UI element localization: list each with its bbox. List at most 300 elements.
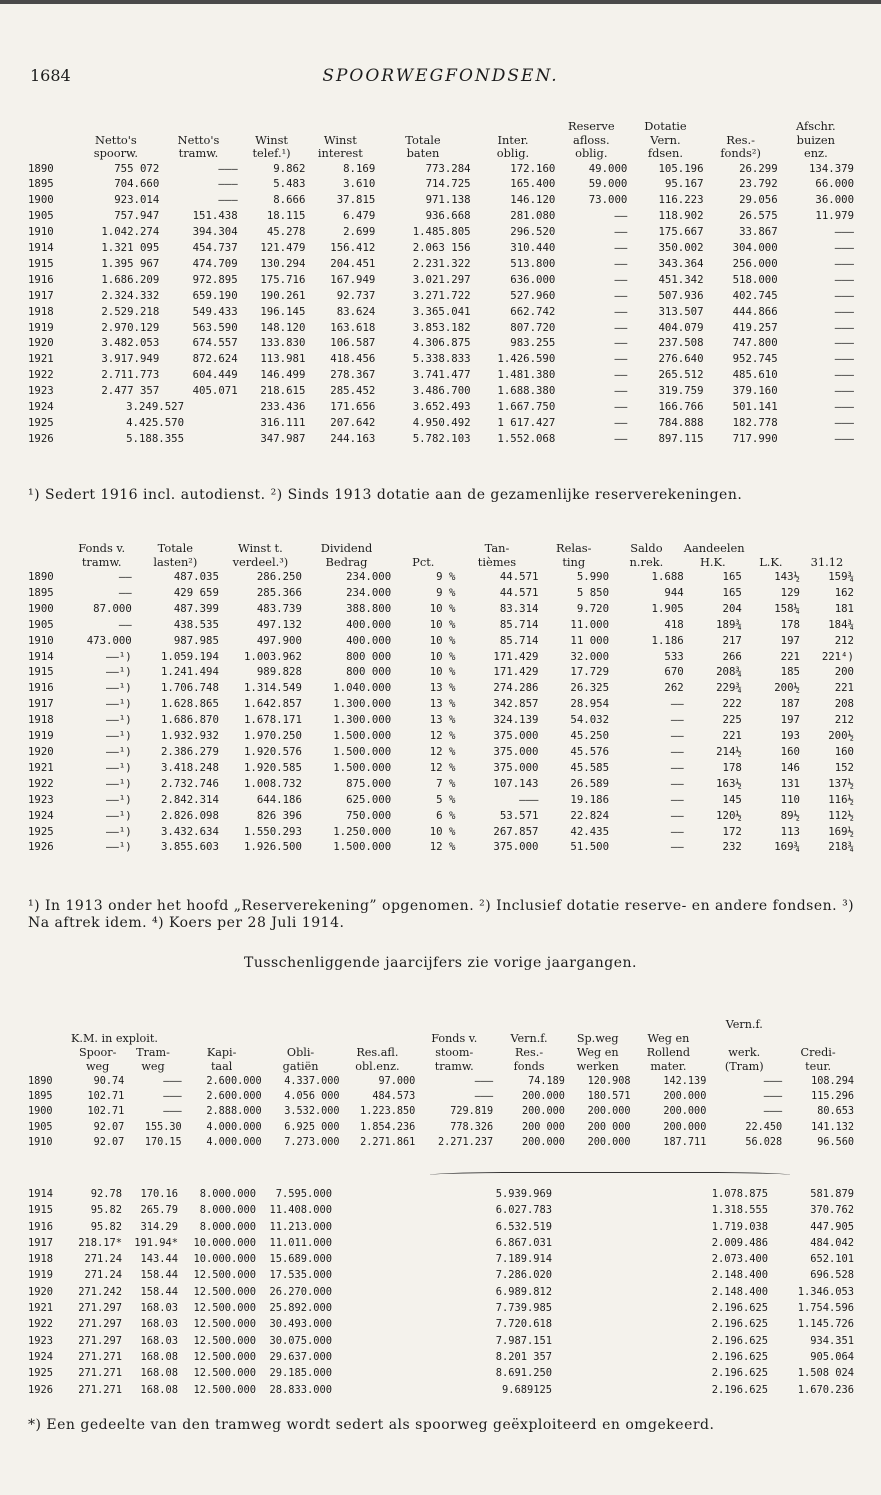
table-cell: 10 % [429,824,456,838]
table-cell: 92.78 [90,1188,122,1200]
header-cell [28,542,72,556]
table-cell: 872.624 [192,352,238,366]
table-cell: 42.435 [570,824,610,838]
header-cell [493,1018,565,1032]
table-cell: 1.500.000 [333,840,392,854]
table-cell: 2.477 357 [101,384,160,398]
table-cell: 1919 [28,729,54,743]
table-cell: 169½ [828,824,854,838]
table-cell: 347.987 [260,431,306,445]
table-cell: 187 [780,697,800,711]
header-cell [28,147,72,161]
table-cell: 1.395 967 [101,256,160,270]
table-cell: 2.196.625 [711,1334,768,1347]
table-cell: 271.24 [84,1269,122,1282]
header-cell: Winst t. [238,541,283,555]
table-cell: 944 [664,585,684,599]
table-cell: 178 [722,760,742,774]
table-cell: 19.186 [570,792,610,806]
table-cell: 80.653 [817,1106,854,1118]
table-cell: 133.830 [260,336,306,350]
header-cell [782,1032,854,1046]
table-cell: 2.196.625 [711,1318,768,1331]
table-cell: 473.000 [86,633,132,647]
table-cell: 131 [780,776,800,790]
table-cell: 10.000.000 [193,1236,256,1249]
header-cell: Res.afl. [356,1046,399,1059]
table-cell: 6 % [436,808,456,822]
table-cell: 1.500.000 [333,729,392,743]
table-row [28,1365,854,1381]
table-cell: 1.321 095 [101,241,160,255]
table-cell: 1910 [28,633,54,647]
table-cell: 26.325 [570,681,610,695]
header-cell: gatiën [282,1060,319,1073]
table-cell: 232 [722,840,742,854]
table-row [28,1186,854,1202]
table-cell: 92.07 [93,1136,125,1148]
table-cell: 12.500.000 [193,1367,256,1380]
table-cell: 905.064 [810,1350,854,1363]
table-cell: 1922 [28,776,54,790]
table-cell: 454.737 [192,241,238,255]
table-cell: 26.575 [739,209,778,223]
table-cell: 168.03 [140,1334,178,1347]
header-cell: Fonds v. [78,541,126,555]
table-cell: 116.223 [658,193,704,207]
table-cell: ——— [834,352,854,366]
table-cell: 129 [780,585,800,599]
table-cell: 1.314.549 [243,681,302,695]
table-cell: 12 % [429,760,456,774]
table-cell: ——¹) [106,760,132,774]
table-cell: 2.386.279 [160,744,219,758]
table-cell: 447.905 [810,1220,854,1233]
table-cell: 487.399 [173,601,219,615]
table-cell: 3.249.527 [126,400,185,414]
header-cell [742,542,800,556]
table-dividend [28,542,854,855]
table-cell: ——— [834,416,854,429]
table-cell: 5.188.355 [126,431,185,445]
header-cell [28,1018,71,1032]
table-cell: 310.440 [510,241,556,255]
table-cell: 170.16 [140,1188,178,1200]
table-cell: 87.000 [93,601,132,615]
table-cell: 394.304 [192,225,238,239]
table-cell: 1917 [28,697,54,711]
table-header [28,1018,854,1074]
table-cell: 1.346.053 [797,1285,854,1298]
table-cell: 158.44 [140,1285,178,1298]
table-cell: 10.000.000 [193,1253,256,1266]
table-cell: 1.688.380 [497,384,556,398]
table-cell: —— [670,760,684,774]
table-cell: 3.021.297 [412,272,471,286]
table-row [28,776,854,792]
table-cell: 116½ [828,792,854,806]
table-cell: 200.000 [587,1136,631,1148]
table-cell: 350.002 [658,241,704,255]
table-cell: 146.499 [260,368,306,382]
table-cell: 74.189 [528,1076,565,1087]
table-cell: 1.642.857 [243,697,302,711]
table-cell: 1.754.596 [797,1302,854,1315]
table-cell: ——¹) [106,776,132,790]
table-cell: 12.500.000 [193,1269,256,1282]
table-cell: 1900 [28,1106,53,1118]
table-cell: 1.628.865 [160,697,219,711]
table-cell: 141.132 [811,1121,854,1133]
table-cell: 17.535.000 [269,1269,332,1282]
table-cell: ——— [763,1106,783,1118]
table-cell: 1924 [28,400,54,414]
header-cell: weg [141,1060,165,1073]
table-cell: 193 [780,729,800,743]
table-row [28,1135,854,1150]
table-cell: 271.271 [78,1350,122,1363]
table-cell: —— [614,431,628,445]
table-cell: 513.800 [510,256,556,270]
table-cell: 262 [664,681,684,695]
header-cell: weg [85,1060,110,1073]
table-cell: 2.699 [343,225,376,239]
table-cell: 400.000 [346,633,392,647]
table-cell: 2.196.625 [711,1383,768,1396]
header-row [28,1060,854,1074]
table-cell: 1.186 [651,633,684,647]
table-cell: 225 [722,713,742,727]
table-cell: 1890 [28,1076,53,1087]
table-cell: 319.759 [658,384,704,398]
table-cell: 12.500.000 [193,1285,256,1298]
header-cell [704,120,778,134]
table-cell: 2.842.314 [160,792,219,806]
table-cell: 105.196 [658,161,704,175]
table-cell: 175.667 [658,225,704,239]
table-cell: 3.917.949 [101,352,160,366]
table-cell: 800 000 [346,665,392,679]
table-cell: 278.367 [330,368,376,382]
table-cell: 1915 [28,665,54,679]
table-cell: —— [614,225,628,239]
table-cell: 11.979 [815,209,854,223]
header-cell [28,1032,71,1046]
header-cell [391,542,455,556]
table-cell: 875.000 [346,776,392,790]
table-cell: 5 % [436,792,456,806]
header-cell: Res.- [726,132,755,147]
brace-separator [430,1172,790,1178]
table-row [28,192,854,208]
header-cell: Obli- [286,1046,315,1059]
table-cell: 13 % [429,697,456,711]
table-cell: 92.07 [93,1121,125,1133]
table-cell: 166.766 [658,400,704,414]
header-cell: baten [406,146,440,160]
table-cell: 18.115 [266,209,306,223]
table-cell: 276.640 [658,352,704,366]
table-cell: 1926 [28,431,54,445]
table-row [28,601,854,617]
table-cell: ——— [763,1076,783,1087]
table-header [28,120,854,161]
table-cell: 97.000 [378,1076,416,1087]
table-cell: 271.24 [84,1253,122,1266]
table-cell: 1.078.875 [711,1188,768,1200]
header-cell: Credi- [800,1046,836,1059]
table-cell: 1924 [28,1350,54,1363]
table-cell: 44.571 [499,570,539,583]
table-cell: 165 [722,570,742,583]
table-capital-later [28,1186,854,1398]
table-cell: —— [614,400,628,414]
table-cell: 10 % [429,665,456,679]
table-row [28,1074,854,1089]
table-cell: 156.412 [330,241,376,255]
table-cell: 1925 [28,1367,54,1380]
table-cell: 7.273.000 [284,1136,340,1148]
table-cell: 717.990 [732,431,778,445]
table-cell: 286.250 [256,570,302,583]
table-cell: 11.011.000 [269,1236,332,1249]
header-cell: verdeel.³) [232,554,289,569]
table-cell: 12 % [429,840,456,854]
table-cell: —— [614,416,628,429]
table-cell: 4.425.570 [126,416,185,429]
table-row [28,728,854,744]
table-cell: 1910 [28,1136,53,1148]
table-cell: 2.600.000 [206,1091,262,1103]
table-cell: 6.989.812 [495,1285,552,1298]
header-cell: L.K. [759,554,783,569]
table-cell: ——— [834,368,854,382]
table-cell: 936.668 [425,209,471,223]
table-cell: 314.29 [140,1220,178,1233]
table-cell: 146 [780,760,800,774]
header-row [28,147,854,161]
header-cell: Winst [323,132,357,147]
table-cell: 158¼ [774,601,800,615]
table-cell: ——— [218,161,238,175]
table-cell: 45.585 [570,760,610,774]
table-capital [28,1018,854,1150]
table-cell: 659.190 [192,288,238,302]
table-cell: 6.925 000 [284,1121,340,1133]
table-cell: 267.857 [493,824,539,838]
table-cell: 9 % [436,585,456,599]
header-cell: buizen [796,132,836,147]
table-cell: 1921 [28,352,54,366]
table-cell: —— [118,585,132,599]
table-cell: 952.745 [732,352,778,366]
table-cell: 285.452 [330,384,376,398]
table-cell: 1.552.068 [497,431,556,445]
table-cell: ——— [834,256,854,270]
table-cell: 137½ [828,776,854,790]
table-cell: 256.000 [732,256,778,270]
table-cell: 987.985 [173,633,219,647]
table-cell: 474.709 [192,256,238,270]
table-cell: 163.618 [330,320,376,334]
table-cell: 438.535 [173,617,219,631]
table-cell: 83.624 [336,304,376,318]
table-cell: 22.824 [570,808,610,822]
table-cell: 185 [780,665,800,679]
table-cell: 190.261 [260,288,306,302]
table-row [28,399,854,415]
table-cell: 485.610 [732,368,778,382]
table-net-revenue [28,120,854,447]
table-cell: 773.284 [425,161,471,175]
table-row [28,224,854,240]
table-cell: 25.892.000 [269,1302,332,1315]
table-cell: 221 [722,729,742,743]
table-cell: 221 [780,649,800,663]
table-cell: 487.035 [173,570,219,583]
table-cell: 167.949 [330,272,376,286]
table-cell: 644.186 [256,792,302,806]
table-cell: 200.000 [663,1091,707,1103]
table-cell: 2.271.237 [437,1136,494,1148]
table-cell: 90.74 [93,1076,125,1087]
table-cell: 168.08 [140,1383,178,1396]
table-cell: 1.932.932 [160,729,219,743]
table-cell: ——— [834,272,854,286]
table-cell: 271.242 [78,1285,122,1298]
table-cell: 33.867 [739,225,778,239]
table-cell: 45.576 [570,744,610,758]
table-cell: ——— [163,1106,182,1118]
table-cell: 1914 [28,649,54,663]
table-cell: 102.71 [87,1091,125,1103]
table-cell: —— [670,824,684,838]
table-cell: 1920 [28,744,54,758]
table-cell: 1900 [28,601,54,615]
table-cell: 175.716 [260,272,306,286]
table-cell: 170.15 [144,1136,182,1148]
table-cell: ——— [834,336,854,350]
table-cell: 85.714 [499,633,539,647]
table-cell: 1900 [28,193,54,207]
table-cell: 1.854.236 [360,1121,416,1133]
table-cell: 204.451 [330,256,376,270]
table-cell: 5 850 [576,585,610,599]
table-cell: 375.000 [493,840,539,854]
table-cell: 6.867.031 [495,1236,552,1249]
table-cell: 1915 [28,1204,54,1217]
header-cell: Reserve [568,119,615,133]
table-cell: 15.689.000 [269,1253,332,1266]
table-cell: 2.529.218 [101,304,160,318]
table-cell: 218.17* [78,1236,122,1249]
table-cell: 120.908 [587,1076,631,1087]
header-cell: Spoor- [78,1046,117,1059]
table-cell: 1.223.850 [360,1106,416,1118]
table-cell: 165 [722,585,742,599]
table-cell: 989.828 [256,665,302,679]
table-cell: 1920 [28,1285,54,1298]
table-row [28,272,854,288]
table-cell: ——— [834,225,854,239]
header-cell: Netto's [177,132,220,147]
header-cell: Vern.f. [510,1032,548,1045]
table-cell: 3.271.722 [412,288,471,302]
header-cell: Afschr. [796,119,836,133]
table-cell: 1.008.732 [243,776,302,790]
header-cell: Dotatie [644,119,687,133]
table-cell: 5.338.833 [412,352,471,366]
table-cell: 429 659 [173,585,219,599]
header-cell: enz. [803,146,828,160]
table-cell: 3.482.053 [101,336,160,350]
table-row [28,288,854,304]
table-cell: 26.299 [739,161,778,175]
footnote-1: ¹) Sedert 1916 incl. autodienst. ²) Sinds 1913 dotatie aan de gezamenlijke reserverekeningen. [28,487,743,503]
table-cell: 316.111 [260,416,306,429]
header-cell [28,120,72,134]
header-cell [800,542,854,556]
table-cell: 83.314 [499,601,539,615]
table-cell: 11.000 [570,617,610,631]
table-cell: 3.432.634 [160,824,219,838]
table-cell: 1921 [28,760,54,774]
table-cell: 388.800 [346,601,392,615]
table-cell: 121.479 [260,241,306,255]
header-cell: stoom- [435,1046,474,1059]
table-cell: 120½ [716,808,742,822]
table-cell: 168.03 [140,1302,178,1315]
table-cell: 625.000 [346,792,392,806]
table-cell: 1905 [28,617,54,631]
table-cell: 197 [780,633,800,647]
table-cell: 501.141 [732,400,778,414]
table-cell: 2.271.861 [360,1136,416,1148]
table-cell: 53.571 [499,808,539,822]
table-cell: ——— [163,1076,182,1087]
table-row [28,1104,854,1119]
table-cell: 7.595.000 [275,1188,332,1200]
table-cell: 971.138 [425,193,471,207]
header-cell [28,1060,71,1074]
header-row [28,542,854,556]
table-cell: 4.337.000 [284,1076,340,1087]
header-cell: Netto's [95,132,137,147]
table-cell: 1920 [28,336,54,350]
table-cell: 507.936 [658,288,704,302]
table-cell: 169¾ [774,840,800,854]
table-cell: 1.688 [651,570,684,583]
table-cell: 1923 [28,1334,54,1347]
table-cell: 7 % [436,776,456,790]
table-cell: 10 % [429,633,456,647]
table-cell: 484.042 [810,1236,854,1249]
table-cell: 180.571 [587,1091,631,1103]
top-rule [0,0,881,4]
table-cell: 221 [834,681,854,695]
table-cell: 212 [834,713,854,727]
table-cell: 29.056 [739,193,778,207]
table-cell: 2.732.746 [160,776,219,790]
table-cell: 604.449 [192,368,238,382]
footnote-2: ¹) In 1913 onder het hoofd „Reserverekening” opgenomen. ²) Inclusief dotatie reserve- en andere fondsen. ³) Na aftrek idem. ⁴) Koers per 28 Juli 1914. [28,898,855,931]
table-cell: 8.000.000 [199,1188,256,1200]
table-cell: 1916 [28,272,54,286]
table-cell: ——¹) [106,681,132,695]
table-cell: 56.028 [745,1136,783,1148]
header-cell: Aandeelen [683,541,745,555]
table-cell: 184¾ [828,617,854,631]
